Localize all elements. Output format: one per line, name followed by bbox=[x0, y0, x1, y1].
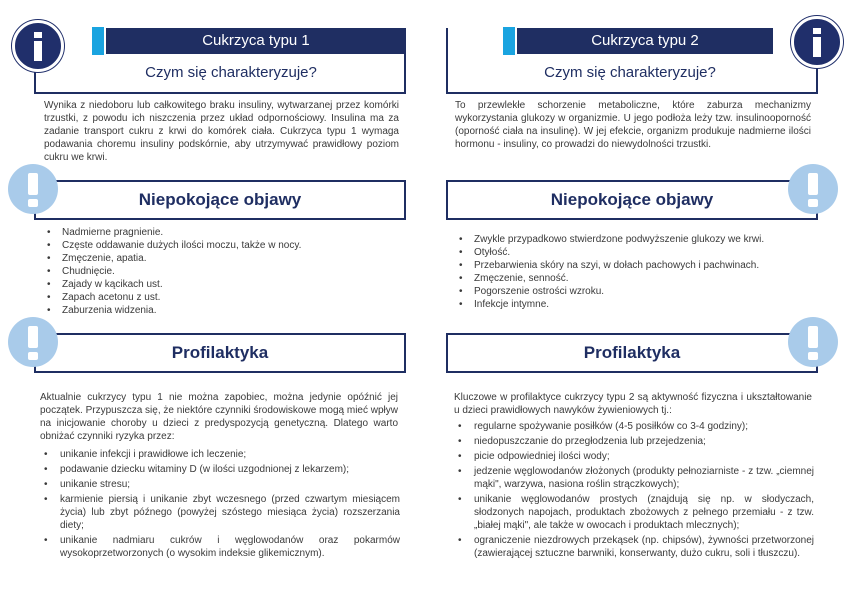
list-item: • podawanie dziecku witaminy D (w ilości uzgodnionej z lekarzem); bbox=[60, 463, 400, 476]
list-item: • jedzenie węglowodanów złożonych (produkty pełnoziarniste - z tzw. „ciemnej mąki", warzywa, nasiona roślin strączkowych); bbox=[474, 465, 814, 491]
list-item: • Zmęczenie, senność. bbox=[474, 272, 834, 285]
right-prevention-intro: Kluczowe w profilaktyce cukrzycy typu 2 są aktywność fizyczna i ukształtowanie u dzieci prawidłowych nawyków żywieniowych tj.: bbox=[454, 392, 812, 416]
list-item: • Zaburzenia widzenia. bbox=[62, 304, 422, 317]
left-warning-icon-2 bbox=[8, 317, 58, 367]
list-item: • Infekcje intymne. bbox=[474, 298, 834, 311]
list-item: • picie odpowiedniej ilości wody; bbox=[474, 450, 814, 463]
list-item: • Nadmierne pragnienie. bbox=[62, 226, 422, 239]
right-description: To przewlekłe schorzenie metaboliczne, które zaburza mechanizmy wykorzystania glukozy w organizmie. U jego podłoża leży tzw. insulinooporność (oporność ciała na insulinę). W jej efekcie, organizm produkuje nadmierne ilości hormonu - insuliny, co prowadzi do niewydolności trzustki. bbox=[455, 100, 811, 150]
left-prevention-intro: Aktualnie cukrzycy typu 1 nie można zapobiec, można jedynie opóźnić jej początek. Przypuszcza się, że niektóre czynniki środowiskowe mogą mieć wpływ na inicjowanie choroby u dzieci z predyspozycją genetyczną. Dlatego warto obniżać czynniki ryzyka przez: bbox=[40, 392, 398, 442]
right-prevention-box bbox=[446, 333, 818, 373]
right-info-icon bbox=[791, 16, 843, 68]
list-item: • Zajady w kącikach ust. bbox=[62, 278, 422, 291]
left-title-accent bbox=[92, 27, 104, 55]
right-prevention-title: Profilaktyka bbox=[583, 343, 681, 362]
right-symptoms-title: Niepokojące objawy bbox=[550, 190, 714, 209]
left-prevention-box bbox=[34, 333, 406, 373]
left-info-icon bbox=[12, 20, 64, 72]
left-symptoms-title: Niepokojące objawy bbox=[138, 190, 302, 209]
list-item: • unikanie stresu; bbox=[60, 478, 400, 491]
list-item: • unikanie infekcji i prawidłowe ich leczenie; bbox=[60, 448, 400, 461]
left-description: Wynika z niedoboru lub całkowitego braku insuliny, wytwarzanej przez komórki trzustki, z powodu ich niszczenia przez układ odpornościowy. Insulina ma za zadanie transport cukru z krwi do komórek ciała. Cukrzyca typu 1 wymaga podawania choremu insuliny podskórnie, aby utrzymywać prawidłowy poziom cukru we krwi. bbox=[44, 100, 399, 163]
right-symptoms-list bbox=[452, 233, 834, 311]
list-item: • ograniczenie niezdrowych przekąsek (np. chipsów), żywności przetworzonej (zawierającej sztuczne barwniki, konserwanty, dużo cukru, soli i tłuszczu). bbox=[474, 534, 814, 560]
right-header-title: Cukrzyca typu 2 bbox=[517, 28, 773, 54]
list-item: • Otyłość. bbox=[474, 246, 834, 259]
right-warning-icon-2 bbox=[788, 317, 838, 367]
right-title-accent bbox=[503, 27, 515, 55]
list-item: • Przebarwienia skóry na szyi, w dołach pachowych i pachwinach. bbox=[474, 259, 834, 272]
left-prevention-list bbox=[40, 448, 400, 562]
list-item: • Zmęczenie, apatia. bbox=[62, 252, 422, 265]
left-header-title: Cukrzyca typu 1 bbox=[106, 28, 406, 54]
list-item: • Częste oddawanie dużych ilości moczu, także w nocy. bbox=[62, 239, 422, 252]
left-subtitle: Czym się charakteryzuje? bbox=[145, 64, 317, 81]
right-prevention-list bbox=[454, 420, 814, 562]
list-item: • karmienie piersią i unikanie zbyt wczesnego (przed czwartym miesiącem życia) lub zbyt późnego (powyżej szóstego miesiąca życia) rozszerzania diety; bbox=[60, 493, 400, 532]
list-item: • unikanie węglowodanów prostych (znajdują się np. w słodyczach, słodzonych napojach, produktach zbożowych z pełnego przemiału - z tzw. „białej mąki", ale także w owocach i produktach mlecznych); bbox=[474, 493, 814, 532]
list-item: • regularne spożywanie posiłków (4-5 posiłków co 3-4 godziny); bbox=[474, 420, 814, 433]
right-subtitle: Czym się charakteryzuje? bbox=[544, 64, 716, 81]
left-symptoms-list bbox=[40, 226, 422, 317]
list-item: • unikanie nadmiaru cukrów i węglowodanów oraz pokarmów wysokoprzetworzonych (o wysokim indeksie glikemicznym). bbox=[60, 534, 400, 560]
left-symptoms-box bbox=[34, 180, 406, 220]
list-item: • Zwykle przypadkowo stwierdzone podwyższenie glukozy we krwi. bbox=[474, 233, 834, 246]
list-item: • Zapach acetonu z ust. bbox=[62, 291, 422, 304]
list-item: • niedopuszczanie do przegłodzenia lub przejedzenia; bbox=[474, 435, 814, 448]
right-warning-icon-1 bbox=[788, 164, 838, 214]
left-prevention-title: Profilaktyka bbox=[171, 343, 269, 362]
list-item: • Chudnięcie. bbox=[62, 265, 422, 278]
right-symptoms-box bbox=[446, 180, 818, 220]
list-item: • Pogorszenie ostrości wzroku. bbox=[474, 285, 834, 298]
left-warning-icon-1 bbox=[8, 164, 58, 214]
